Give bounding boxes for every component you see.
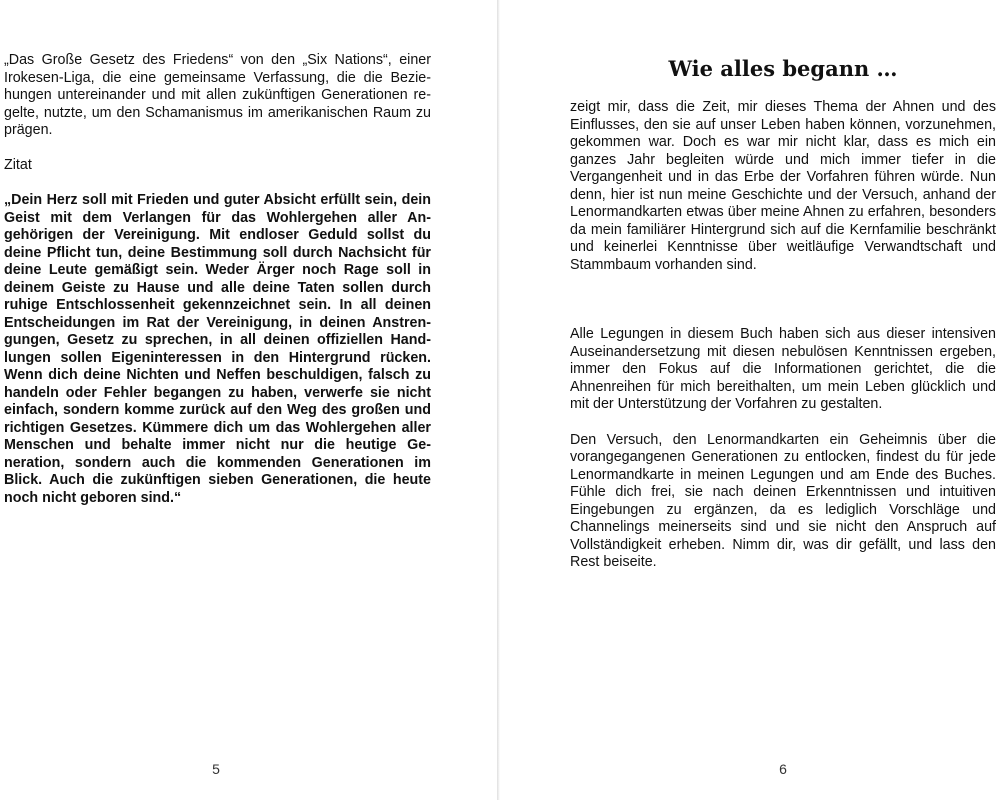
page-number-left: 5 [212,761,220,777]
right-page-body [570,99,996,572]
page-number-right: 6 [779,761,787,777]
quote-paragraph: „Dein Herz soll mit Frieden und guter Absicht erfüllt sein, dein Geist mit dem Verlangen für das Wohlergehen aller Angehörigen der Vereinigung. Mit endloser Geduld sollst du deine Pflicht tun, deine Bestimmung soll durch Nachsicht für deine Leute gemäßigt sein. Weder Ärger noch Rage soll in deinem Geiste zu Hause und alle deine Taten sollen durch ruhige Entschlossenheit gekennzeichnet sein. In all deinen Entscheidungen im Rat der Vereinigung, in deinen Anstrengungen, Gesetz zu sprechen, in all deinen offiziellen Handlungen sollen Eigeninteressen in den Hintergrund rücken. Wenn dich deine Nichten und Neffen beschuldigen, falsch zu handeln oder Fehler begangen zu haben, verwerfe sie nicht einfach, sondern komme zurück auf den Weg des großen und richtigen Gesetzes. Kümmere dich um das Wohlergehen aller Menschen und behalte immer nicht nur die heutige Generation, sondern auch die kommenden Generationen im Blick. Auch die zukünftigen sieben Generationen, die heute noch nicht geboren sind.“ [4,192,431,506]
body-paragraph: Den Versuch, den Lenormandkarten ein Geheimnis über die vorangegangenen Generationen zu entlocken, findest du für jede Lenormandkarte in meinen Legungen und am Ende des Buches. Fühle dich frei, sie nach deinen Erkenntnissen und intuitiven Eingebungen zu ergänzen, da es lediglich Vorschläge und Channelings meinerseits sind und sie nicht den Anspruch auf Vollständigkeit erheben. Nimm dir, was dir gefällt, und lass den Rest beiseite. [570,431,996,570]
left-page [0,0,497,800]
right-page [500,0,1000,800]
body-paragraph: Alle Legungen in diesem Buch haben sich aus dieser intensiven Auseinandersetzung mit diesen nebulösen Kenntnissen ergeben, immer den Fokus auf die Informationen gerichtet, die die Ahnenreihen für mich bereithalten, um mein Leben glücklich und mit der Unterstützung der Vorfahren zu gestalten. [570,326,996,412]
chapter-title: Wie alles begann … [668,56,898,81]
citation-label: Zitat [4,156,32,173]
body-paragraph: zeigt mir, dass die Zeit, mir dieses Thema der Ahnen und des Einflusses, den sie auf unser Leben haben können, vorzunehmen, gekommen war. Doch es war mir nicht klar, dass es mich ein ganzes Jahr begleiten würde und mich immer tiefer in die Vergangenheit und in das Erbe der Vorfahren führen würde. Nun denn, hier ist nun meine Geschichte und der Versuch, anhand der Lenormandkarten etwas über meine Ahnen zu erfahren, besonders da mein familiärer Hintergrund sich auf die Kernfamilie beschränkt und keinerlei Kenntnisse über weitläufige Verwandtschaft und Stammbaum vorhanden sind. [570,99,996,273]
left-page-body [4,52,431,507]
intro-paragraph: „Das Große Gesetz des Friedens“ von den „Six Nations“, einer Irokesen-Liga, die eine gemeinsame Verfassung, die die Beziehungen untereinander und mit allen zukünftigen Generationen regelte, nutzte, um den Schamanismus im amerikanischen Raum zu prägen. [4,52,431,138]
